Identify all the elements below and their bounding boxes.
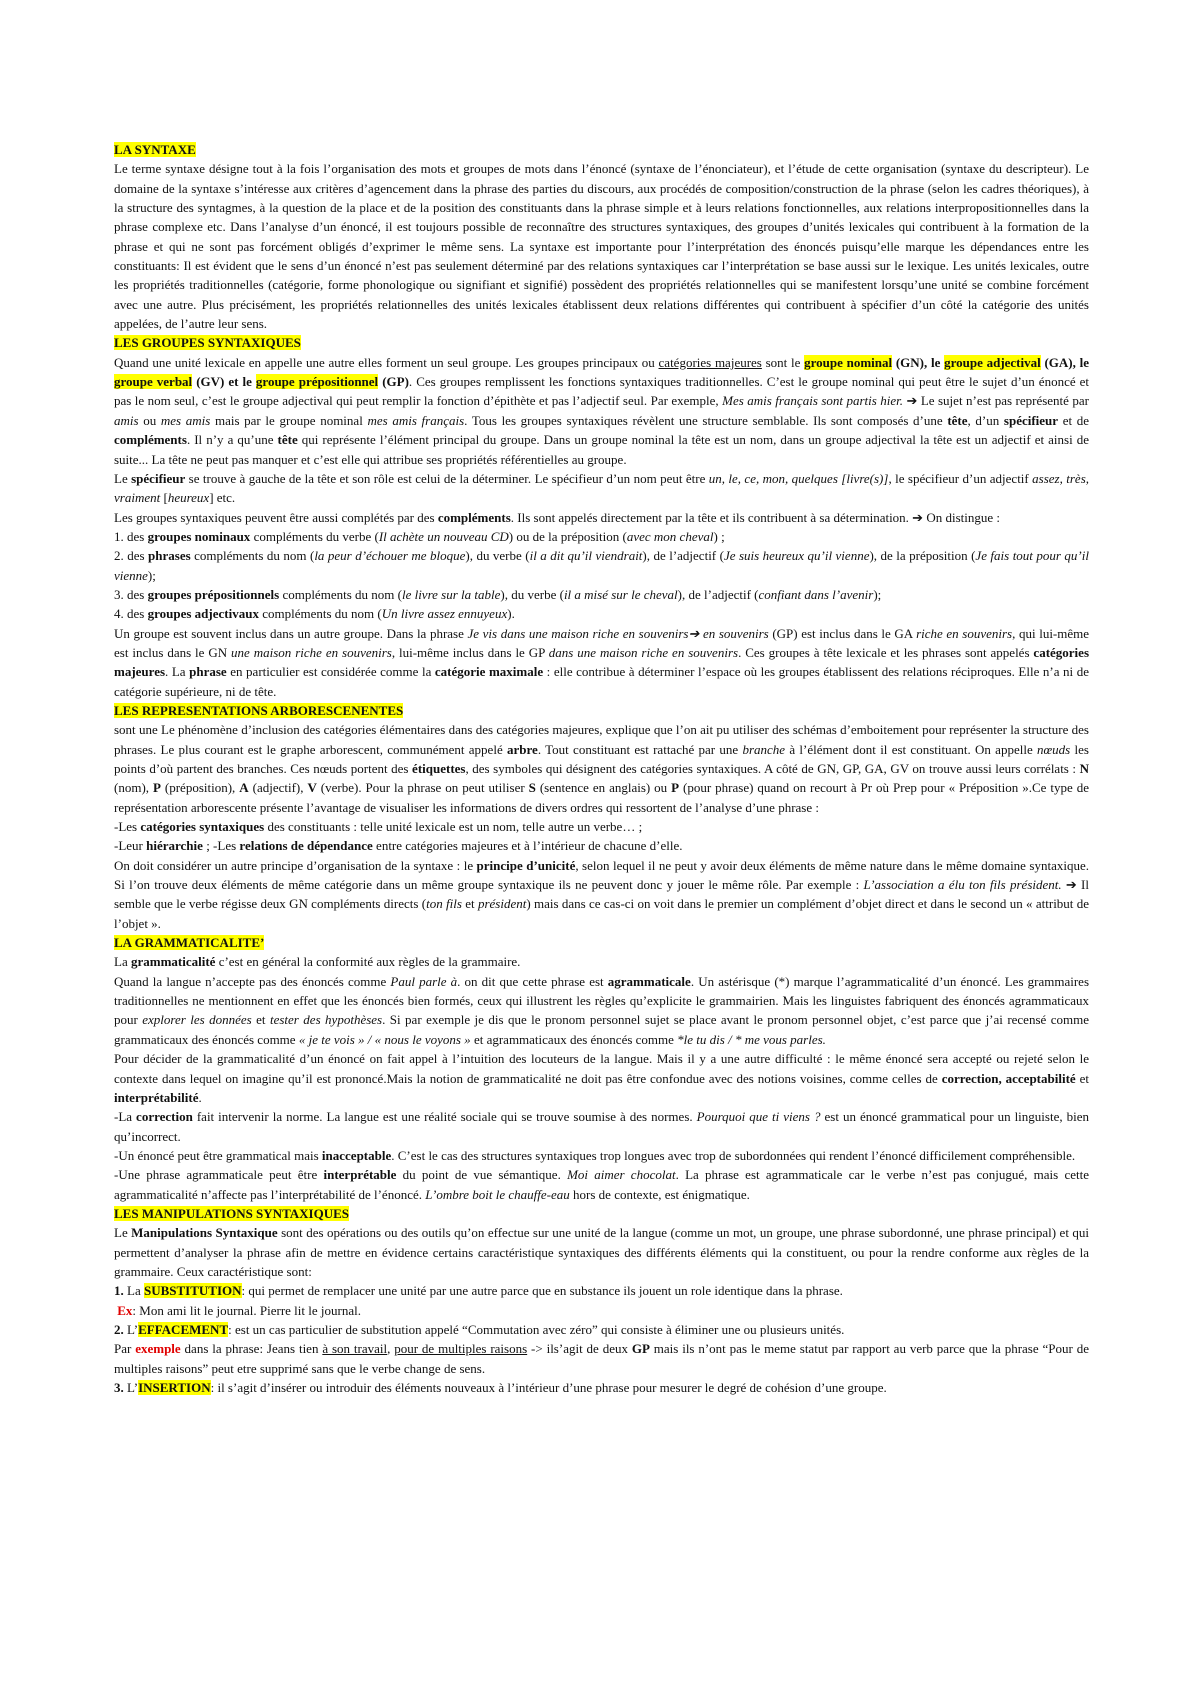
list-item: 2. L’EFFACEMENT: est un cas particulier de substitution appelé “Commutation avec zéro” qui consiste à éliminer une ou plusieurs unités. [114,1321,845,1337]
list-item: 1. La SUBSTITUTION: qui permet de remplacer une unité par une autre parce que en substance ils jouent un role identique dans la phrase. [114,1283,843,1299]
list-item: -Un énoncé peut être grammatical mais inacceptable. C’est le cas des structures syntaxiques trop longues avec trop de subordonnées qui rendent l’énoncé difficilement compréhensible. [114,1147,1076,1163]
section-title-arborescentes: LES REPRESENTATIONS ARBORESCENENTES [114,702,404,718]
paragraph-manipulations: Le Manipulations Syntaxique sont des opérations ou des outils qu’on effectue sur une unité de la langue (comme un mot, un groupe, une phrase subordonné, une phrase principal) et qui permettent d’analyser la phrase afin de mettre en évidence certains caractéristique syntaxiques des différents éléments qui la constituent, ou pour la rendre conforme aux règles de la grammaire. Ceux caractéristique sont: [114,1225,1089,1279]
paragraph-syntaxe: Le terme syntaxe désigne tout à la fois l’organisation des mots et groupes de mots dans l’énoncé (syntaxe de l’énonciateur), et l’étude de cette organisation (syntaxe du descripteur). Le domaine de la syntaxe s’intéresse aux critères d’agencement dans la phrase des parties du discours, aux procédés de composition/construction de la phrase (selon les cadres théoriques), à la structure des syntagmes, à la question de la place et de la position des constituants dans la phrase simple et à leurs relations fonctionnelles, aux relations interpropositionnelles dans la phrase complexe etc. Dans l’analyse d’un énoncé, il est toujours possible de reconnaître des structures syntaxiques, des groupes d’unités lexicales qui contribuent à la formation de la phrase et qui ne sont pas forcément obligés d’exprimer le même sens. La syntaxe est importante pour l’interprétation des énoncés puisqu’elle marque les dépendances entre les constituants: Il est évident que le sens d’un énoncé n’est pas seulement déterminé par des relations syntaxiques car l’interprétation se base aussi sur le lexique. Les unités lexicales, outre les propriétés traditionnelles (catégorie, forme phonologique ou signifiant et signifié) possèdent des propriétés relationnelles qui se manifestent lorsqu’une unité se combine forcément avec une autre. Plus précisément, les propriétés relationnelles des unités lexicales établissent deux relations différentes qui contribuent à spécifier d’un côté la catégorie des unités appelées, de l’autre leur sens. [114,161,1089,332]
paragraph-grammaticalite-def: La grammaticalité c’est en général la conformité aux règles de la grammaire. [114,954,521,970]
section-title-syntaxe: LA SYNTAXE [114,142,196,157]
paragraph-specifieur: Le spécifieur se trouve à gauche de la tête et son rôle est celui de la déterminer. Le spécifieur d’un nom peut être un, le, ce, mon, quelques [livre(s)], le spécifieur d’un adjectif assez, très, vraiment [heureux] etc. [114,470,1090,506]
example-line: Par exemple dans la phrase: Jeans tien à son travail, pour de multiples raisons -> ils’agit de deux GP mais ils n’ont pas le meme statut par rapport au verb parce que la phrase “Pour de multiples raisons” peut etre supprimé sans que le verbe change de sens. [114,1341,1089,1376]
list-item: 1. des groupes nominaux compléments du verbe (Il achète un nouveau CD) ou de la préposition (avec mon cheval) ; [114,528,725,544]
list-item: 3. L’INSERTION: il s’agit d’insérer ou introduir des éléments nouveaux à l’intérieur d’une phrase pour mesurer le degré de cohésion d’une groupe. [114,1380,887,1395]
list-item: 3. des groupes prépositionnels compléments du nom (le livre sur la table), du verbe (il a misé sur le cheval), de l’adjectif (confiant dans l’avenir); [114,586,882,602]
list-item: 4. des groupes adjectivaux compléments du nom (Un livre assez ennuyeux). [114,606,515,622]
section-title-groupes: LES GROUPES SYNTAXIQUES [114,335,301,351]
example-line: Ex: Mon ami lit le journal. Pierre lit le journal. [117,1302,361,1318]
list-item: 2. des phrases compléments du nom (la peur d’échouer me bloque), du verbe (il a dit qu’il viendrait), de l’adjectif (Je suis heureux qu’il vienne), de la préposition (Je fais tout pour qu’il vienne); [114,548,1089,583]
paragraph-intuition: Pour décider de la grammaticalité d’un énoncé on fait appel à l’intuition des locuteurs de la langue. Mais il y a une autre difficulté : le même énoncé sera accepté ou rejeté selon le contexte dans lequel on imagine qu’il est prononcé.Mais la notion de grammaticalité ne doit pas être confondue avec des notions voisines, comme celles de correction, acceptabilité et interprétabilité. [114,1051,1089,1105]
document-page [114,140,1089,1397]
list-item: -Une phrase agrammaticale peut être interprétable du point de vue sémantique. Moi aimer chocolat. La phrase est agrammaticale car le verbe n’est pas conjugué, mais cette agrammaticalité n’affecte pas l’interprétabilité de l’énoncé. L’ombre boit le chauffe-eau hors de contexte, est énigmatique. [114,1167,1089,1202]
section-title-grammaticalite: LA GRAMMATICALITE’ [114,935,265,951]
list-item: -Les catégories syntaxiques des constituants : telle unité lexicale est un nom, telle autre un verbe… ; [114,819,643,835]
paragraph-arborescentes: sont une Le phénomène d’inclusion des catégories élémentaires dans des catégories majeures, explique que l’on ait pu utiliser des schémas d’emboitement pour représenter la structure des phrases. Le plus courant est le graphe arborescent, communément appelé arbre. Tout constituant est rattaché par une branche à l’élément dont il est constituant. On appelle nœuds les points d’où partent des branches. Ces nœuds portent des étiquettes, des symboles qui désignent des catégories syntaxiques. A côté de GN, GP, GA, GV on trouve aussi leurs corrélats : N (nom), P (préposition), A (adjectif), V (verbe). Pour la phrase on peut utiliser S (sentence en anglais) ou P (pour phrase) quand on recourt à Pr où Prep pour « Préposition ».Ce type de représentation arborescente présente l’avantage de visualiser les informations de divers ordres qui ressortent de l’analyse d’une phrase : [114,722,1089,815]
section-title-manipulations: LES MANIPULATIONS SYNTAXIQUES [114,1205,350,1221]
paragraph-groupes-intro: Quand une unité lexicale en appelle une autre elles forment un seul groupe. Les groupes principaux ou catégories majeures sont le groupe nominal (GN), le groupe adjectival (GA), le groupe verbal (GV) et le groupe prépositionnel (GP). Ces groupes remplissent les fonctions syntaxiques traditionnelles. C’est le groupe nominal qui peut être le sujet d’un énoncé et pas le nom seul, c’est le groupe adjectival qui peut remplir la fonction d’épithète et pas l’adjectif seul. Par exemple, Mes amis français sont partis hier. ➔ Le sujet n’est pas représenté par amis ou mes amis mais par le groupe nominal mes amis français. Tous les groupes syntaxiques révèlent une structure semblable. Ils sont composés d’une tête, d’un spécifieur et de compléments. Il n’y a qu’une tête qui représente l’élément principal du groupe. Dans un groupe nominal la tête est un nom, dans un groupe adjectival la tête est un adjectif et ainsi de suite... La tête ne peut pas manquer et c’est elle qui attribue ses propriétés référentielles au groupe. [114,354,1090,467]
paragraph-complements: Les groupes syntaxiques peuvent être aussi complétés par des compléments. Ils sont appelés directement par la tête et ils contribuent à sa détermination. ➔ On distingue : [114,509,1000,525]
paragraph-agrammatical: Quand la langue n’accepte pas des énoncés comme Paul parle à. on dit que cette phrase est agrammaticale. Un astérisque (*) marque l’agrammaticalité d’un énoncé. Les grammaires traditionnelles ne mentionnent en effet que les énoncés bien formés, ceux qui illustrent les règles qu’explicite le grammairien. Mais les linguistes fabriquent des énoncés agrammaticaux pour explorer les données et tester des hypothèses. Si par exemple je dis que le pronom personnel sujet se place avant le pronom personnel objet, c’est parce que j’ai recensé comme grammaticaux des énoncés comme « je te vois » / « nous le voyons » et agrammaticaux des énoncés comme *le tu dis / * me vous parles. [114,973,1090,1047]
paragraph-unicite: On doit considérer un autre principe d’organisation de la syntaxe : le principe d’unicité, selon lequel il ne peut y avoir deux éléments de même nature dans le même domaine syntaxique. Si l’on trouve deux éléments de même catégorie dans un même groupe syntaxique ils ne peuvent donc y jouer le même rôle. Par exemple : L’association a élu ton fils président. ➔ Il semble que le verbe régisse deux GN compléments directs (ton fils et président) mais dans ce cas-ci on voit dans le premier un complément d’objet direct et dans le second un « attribut de l’objet ». [114,857,1089,931]
paragraph-inclusion: Un groupe est souvent inclus dans un autre groupe. Dans la phrase Je vis dans une maison riche en souvenirs➔ en souvenirs (GP) est inclus dans le GA riche en souvenirs, qui lui-même est inclus dans le GN une maison riche en souvenirs, lui-même inclus dans le GP dans une maison riche en souvenirs. Ces groupes à tête lexicale et les phrases sont appelés catégories majeures. La phrase en particulier est considérée comme la catégorie maximale : elle contribue à déterminer l’espace où les groupes établissent des relations réciproques. Elle n’a ni de catégorie supérieure, ni de tête. [114,625,1090,699]
list-item: -Leur hiérarchie ; -Les relations de dépendance entre catégories majeures et à l’intérieur de chacune d’elle. [114,838,683,854]
list-item: -La correction fait intervenir la norme. La langue est une réalité sociale qui se trouve soumise à des normes. Pourquoi que ti viens ? est un énoncé grammatical pour un linguiste, bien qu’incorrect. [114,1109,1089,1144]
